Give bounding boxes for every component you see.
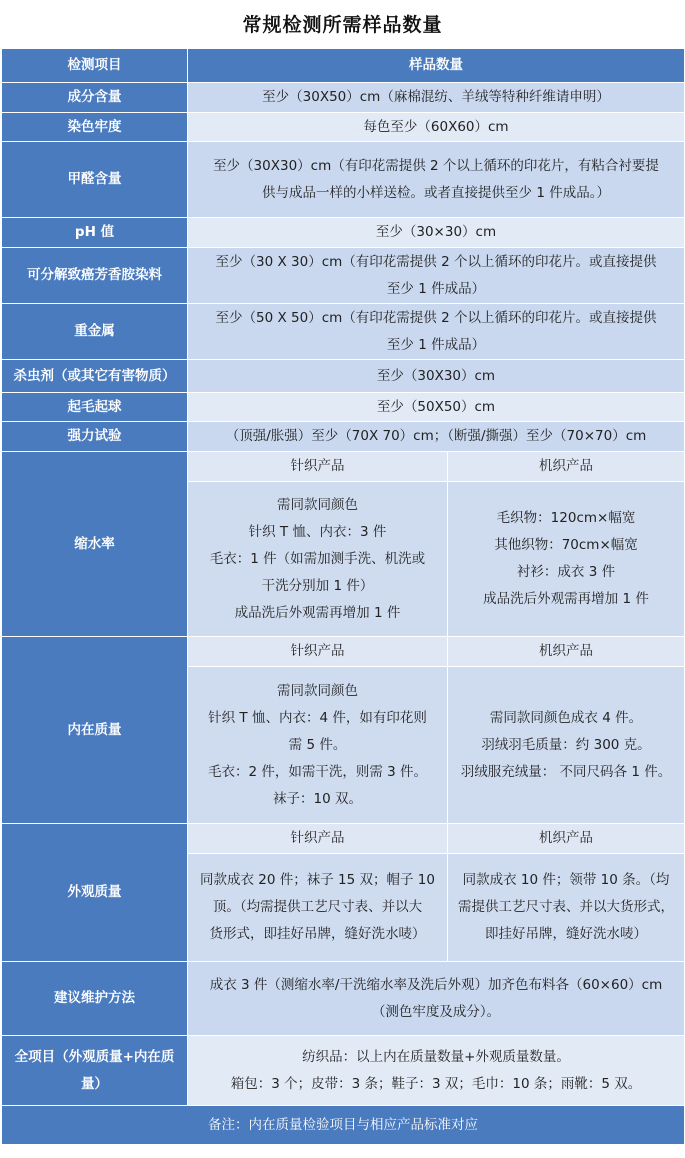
row-value: 至少（30X30）cm [188, 360, 685, 393]
row-value [188, 304, 685, 360]
table-row [2, 218, 685, 248]
row-value: 至少（30X50）cm（麻棉混纺、羊绒等特种纤维请申明） [188, 83, 685, 113]
knit-value [188, 482, 448, 637]
value-line: 顶。（均需提供工艺尺寸表、并以大 [212, 899, 423, 915]
table-row [2, 393, 685, 422]
row-value: （顶强/胀强）至少（70X 70）cm；（断强/撕强）至少（70×70）cm [188, 422, 685, 452]
page-title: 常规检测所需样品数量 [242, 14, 443, 36]
woven-header: 机织产品 [448, 452, 685, 482]
label-line: 量） [81, 1075, 108, 1092]
table-row [2, 113, 685, 142]
value-line: 需同款同颜色 [277, 496, 358, 513]
header-quantity: 样品数量 [188, 49, 685, 83]
value-line: 需 5 件。 [288, 736, 347, 753]
value-line: 即挂好吊牌，缝好洗水唛） [485, 926, 647, 942]
value-line: 毛衣：2 件，如需干洗，则需 3 件。 [207, 763, 428, 780]
appearance-label: 外观质量 [2, 824, 188, 962]
value-line: （测色牢度及成分）。 [371, 1003, 501, 1020]
row-label: 杀虫剂（或其它有害物质） [2, 360, 188, 393]
table-row [2, 1106, 685, 1145]
full-value [188, 1036, 685, 1106]
table-row [2, 304, 685, 360]
row-label: 染色牢度 [2, 113, 188, 142]
row-value [188, 248, 685, 304]
care-label: 建议维护方法 [2, 962, 188, 1036]
label-line: 全项目（外观质量+内在质 [14, 1048, 175, 1065]
value-line: 箱包：3 个；皮带：3 条；鞋子：3 双；毛巾：10 条；雨靴：5 双。 [230, 1075, 642, 1092]
knit-value [188, 667, 448, 824]
value-line: 同款成衣 20 件；袜子 15 双；帽子 10 [200, 872, 435, 888]
value-line: 供与成品一样的小样送检。或者直接提供至少 1 件成品。） [262, 184, 610, 201]
value-line: 需同款同颜色 [277, 682, 358, 699]
row-label: pH 值 [2, 218, 188, 248]
table-row [2, 142, 685, 218]
table-row [2, 1036, 685, 1106]
value-line: 针织 T 恤、内衣：4 件，如有印花则 [208, 709, 427, 726]
value-line: 羽绒服充绒量： 不同尺码各 1 件。 [460, 763, 672, 780]
value-line: 成衣 3 件（测缩水率/干洗缩水率及洗后外观）加齐色布料各（60×60）cm [209, 976, 663, 993]
sample-quantity-table [1, 48, 685, 1145]
value-line: 需同款同颜色成衣 4 件。 [489, 709, 643, 726]
value-line: 至少（30 X 30）cm（有印花需提供 2 个以上循环的印花片。或直接提供 [215, 253, 657, 270]
value-line: 货形式，即挂好吊牌，缝好洗水唛） [209, 926, 426, 942]
knit-value [188, 854, 448, 962]
row-label: 甲醛含量 [2, 142, 188, 218]
value-line: 同款成衣 10 件；领带 10 条。（均 [462, 872, 670, 888]
row-label: 强力试验 [2, 422, 188, 452]
row-value: 至少（50X50）cm [188, 393, 685, 422]
table-header-row [2, 49, 685, 83]
row-value: 至少（30×30）cm [188, 218, 685, 248]
row-label: 成分含量 [2, 83, 188, 113]
table-row [2, 83, 685, 113]
value-line: 需提供工艺尺寸表、并以大货形式， [458, 899, 674, 915]
value-line: 成品洗后外观需再增加 1 件 [234, 604, 401, 621]
value-line: 衬衫：成衣 3 件 [516, 564, 616, 580]
knit-header: 针织产品 [188, 637, 448, 667]
row-label: 可分解致癌芳香胺染料 [2, 248, 188, 304]
woven-value [448, 667, 685, 824]
value-line: 毛衣：1 件（如需加测手洗、机洗或 [209, 550, 426, 567]
row-label: 重金属 [2, 304, 188, 360]
woven-value [448, 854, 685, 962]
table-row [2, 248, 685, 304]
intrinsic-label: 内在质量 [2, 637, 188, 824]
header-item: 检测项目 [2, 49, 188, 83]
table-row [2, 824, 685, 854]
woven-header: 机织产品 [448, 637, 685, 667]
value-line: 成品洗后外观需再增加 1 件 [483, 591, 649, 607]
value-line: 针织 T 恤、内衣：3 件 [248, 523, 387, 540]
value-line: 至少（50 X 50）cm（有印花需提供 2 个以上循环的印花片。或直接提供 [215, 309, 657, 326]
value-line: 袜子：10 双。 [273, 790, 362, 807]
row-value [188, 142, 685, 218]
knit-header: 针织产品 [188, 824, 448, 854]
table-row [2, 422, 685, 452]
table-row [2, 962, 685, 1036]
value-line: 至少 1 件成品） [386, 280, 486, 297]
table-row [2, 360, 685, 393]
value-line: 其他织物：70cm×幅宽 [494, 537, 638, 553]
table-row [2, 452, 685, 482]
care-value [188, 962, 685, 1036]
value-line: 纺织品：以上内在质量数量+外观质量数量。 [302, 1048, 570, 1065]
value-line: 羽绒羽毛质量：约 300 克。 [481, 736, 651, 753]
value-line: 毛织物：120cm×幅宽 [496, 510, 636, 526]
woven-value [448, 482, 685, 637]
value-line: 干洗分别加 1 件） [261, 577, 374, 594]
value-line: 至少 1 件成品） [386, 336, 486, 353]
full-label [2, 1036, 188, 1106]
value-line: 至少（30X30）cm（有印花需提供 2 个以上循环的印花片，有粘合衬要提 [213, 157, 659, 174]
knit-header: 针织产品 [188, 452, 448, 482]
row-value: 每色至少（60X60）cm [188, 113, 685, 142]
note: 备注：内在质量检验项目与相应产品标准对应 [2, 1106, 685, 1145]
woven-header: 机织产品 [448, 824, 685, 854]
shrinkage-label: 缩水率 [2, 452, 188, 637]
table-row [2, 637, 685, 667]
row-label: 起毛起球 [2, 393, 188, 422]
